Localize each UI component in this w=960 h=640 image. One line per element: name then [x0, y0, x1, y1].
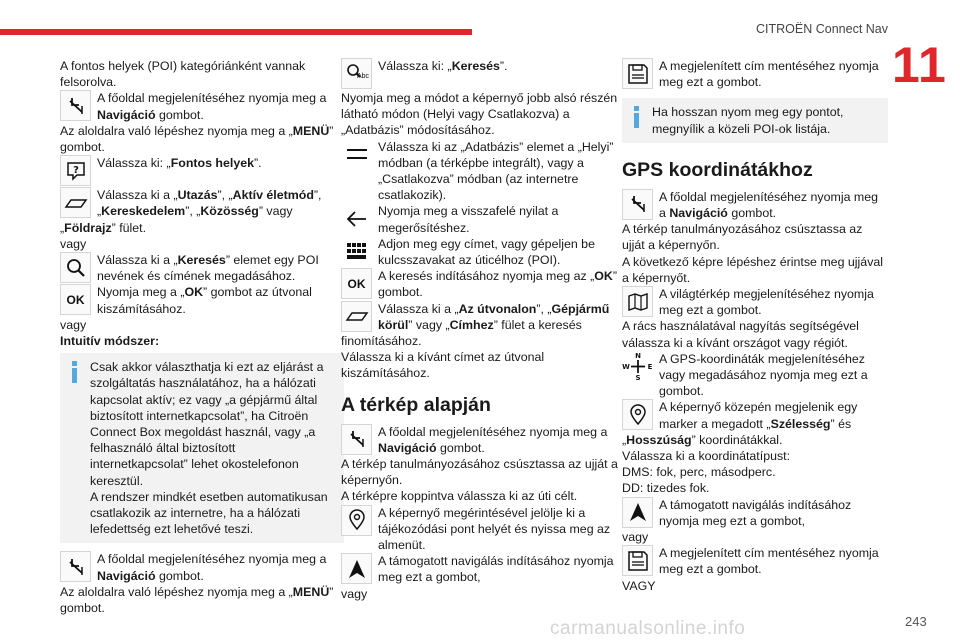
column-2	[341, 58, 621, 602]
step-guidance: A támogatott navigálás indításához nyomja meg ezt a gombot,	[622, 497, 888, 529]
column-1	[60, 58, 344, 616]
paragraph: Az aloldalra való lépéshez nyomja meg a „MENÜ” gombot.	[60, 584, 334, 616]
subheading: Intuitív módszer:	[60, 334, 160, 349]
step-marker: A képernyő közepén megjelenik egy marker a megadott „Szélesség” és „Hosszúság” koordinátákkal.	[622, 400, 858, 447]
back-arrow-icon	[341, 203, 372, 234]
header-title: CITROËN Connect Nav	[756, 22, 888, 36]
compass-icon	[622, 351, 653, 382]
paragraph: DMS: fok, perc, másodperc.	[622, 465, 776, 480]
ok-button-icon: OK	[60, 284, 91, 315]
paragraph: vagy	[622, 530, 649, 545]
guidance-arrow-icon	[622, 497, 653, 528]
step-search-text: Abc Válassza ki: „Keresés”.	[341, 58, 621, 90]
svg-text:W: W	[621, 363, 630, 372]
paragraph: Nyomja meg a módot a képernyő jobb alsó részén látható módon (Helyi vagy Csatlakozva) a „Adatbázis” módosításához.	[341, 91, 618, 138]
svg-text:?: ?	[72, 164, 79, 176]
column-3	[622, 58, 888, 594]
info-icon	[68, 361, 82, 383]
guidance-arrow-icon	[341, 553, 372, 584]
paragraph: A következő képre lépéshez érintse meg ujjával a képernyőt.	[622, 254, 884, 285]
paragraph: Válassza ki a koordinátatípust:	[622, 449, 791, 464]
step-back: Nyomja meg a visszafelé nyilat a megerősítéshez.	[341, 203, 621, 235]
step-tabs: Válassza ki a „Az útvonalon”, „Gépjármű körül” vagy „Címhez” fület a keresés finomításához.	[341, 301, 610, 349]
tab-icon	[341, 301, 372, 332]
step-world-map: A világtérkép megjelenítéséhez nyomja meg ezt a gombot.	[622, 286, 888, 318]
step-ok: OK A keresés indításához nyomja meg az „OK” gombot.	[341, 268, 621, 300]
step-navigation: A főoldal megjelenítéséhez nyomja meg a Navigáció gombot.	[622, 189, 888, 221]
location-pin-icon	[622, 399, 653, 430]
location-pin-icon	[341, 505, 372, 536]
paragraph: A térkép tanulmányozásához csúsztassa az ujját a képernyőn.	[341, 457, 618, 488]
paragraph: vagy	[60, 236, 87, 251]
svg-text:N: N	[634, 352, 641, 361]
navigation-arrow-icon	[341, 424, 372, 455]
step-search: Válassza ki a „Keresés” elemet egy POI nevének és címének megadásához.	[60, 252, 344, 284]
section-heading: GPS koordinátákhoz	[622, 158, 813, 181]
paragraph: Válassza ki a kívánt címet az útvonal kiszámításához.	[341, 350, 545, 381]
info-box: Csak akkor választhatja ki ezt az eljárást a szolgáltatás használatához, ha a hálózati kapcsolat aktív; ez vagy „a gépjármű által biztosított internetkapcsolat”, ha Citroën Connect Box megoldást használ, vagy „a felhasználó által biztosított internetkapcsolat” lehet okostelefonon keresztül. A rendszer mindkét esetben automatikusan csatlakozik az internetre, ha a hálózati lefedettség ezt lehetővé teszi.	[60, 353, 344, 543]
paragraph: A térképre koppintva válassza ki az úti célt.	[341, 489, 578, 504]
step-save: A megjelenített cím mentéséhez nyomja meg ezt a gombot.	[622, 58, 888, 90]
step-database: Válassza ki az „Adatbázis” elemet a „Helyi” módban (a térképbe integrált), vagy a „Csatlakozva” módban (az internetre csatlakozik).	[341, 139, 621, 204]
step-navigation: A főoldal megjelenítéséhez nyomja meg a Navigáció gombot.	[60, 90, 344, 122]
page-number: 243	[905, 614, 927, 629]
poi-question-icon	[60, 155, 91, 186]
section-heading: A térkép alapján	[341, 393, 491, 416]
step-tabs: Válassza ki a „Utazás”, „Aktív életmód”, „Kereskedelem”, „Közösség” vagy „Földrajz” fület.	[60, 188, 322, 235]
save-icon	[622, 545, 653, 576]
step-ok: OK Nyomja meg a „OK” gombot az útvonal kiszámításához.	[60, 284, 344, 316]
step-marker: A képernyő megérintésével jelölje ki a tájékozódási pont helyét és nyissa meg az almenüt.	[341, 505, 621, 554]
navigation-arrow-icon	[622, 189, 653, 220]
navigation-arrow-icon	[60, 90, 91, 121]
paragraph: vagy	[60, 317, 87, 332]
ok-button-icon: OK	[341, 268, 372, 299]
world-map-icon	[622, 286, 653, 317]
watermark: carmanualsonline.info	[550, 618, 746, 639]
navigation-arrow-icon	[60, 551, 91, 582]
paragraph: Az aloldalra való lépéshez nyomja meg a „MENÜ” gombot.	[60, 123, 334, 155]
step-guidance: A támogatott navigálás indításához nyomja meg ezt a gombot,	[341, 553, 621, 585]
text-search-icon: Abc	[341, 58, 372, 89]
info-box: Ha hosszan nyom meg egy pontot, megnyílik a közeli POI-ok listája.	[622, 98, 888, 142]
search-icon	[60, 252, 91, 283]
chapter-number: 11	[892, 37, 947, 93]
svg-text:S: S	[634, 374, 641, 383]
paragraph: vagy	[341, 586, 368, 601]
header-red-bar	[0, 29, 472, 35]
step-keyboard: Adjon meg egy címet, vagy gépeljen be kulcsszavakat az úticélhoz (POI).	[341, 236, 621, 268]
info-icon	[630, 106, 644, 128]
step-gps: N S W E A GPS-koordináták megjelenítéséhez vagy megadásához nyomja meg ezt a gombot.	[621, 351, 868, 399]
paragraph: A fontos helyek (POI) kategóriánként vannak felsorolva.	[60, 59, 306, 90]
paragraph: VAGY	[622, 578, 656, 593]
step-poi: ? Válassza ki: „Fontos helyek”.	[60, 155, 344, 187]
tab-icon	[60, 187, 91, 218]
keyboard-icon	[341, 236, 372, 267]
paragraph: A rács használatával nagyítás segítségével válassza ki a kívánt országot vagy régiót.	[622, 319, 859, 350]
step-save-2: A megjelenített cím mentéséhez nyomja meg ezt a gombot.	[622, 545, 888, 577]
step-navigation-2: A főoldal megjelenítéséhez nyomja meg a Navigáció gombot.	[60, 551, 344, 583]
paragraph: A térkép tanulmányozásához csúsztassa az ujját a képernyőn.	[622, 222, 863, 253]
paragraph: DD: tizedes fok.	[622, 481, 710, 496]
step-navigation: A főoldal megjelenítéséhez nyomja meg a Navigáció gombot.	[341, 424, 621, 456]
svg-text:E: E	[647, 363, 652, 372]
database-list-icon	[341, 139, 372, 170]
save-icon	[622, 58, 653, 89]
